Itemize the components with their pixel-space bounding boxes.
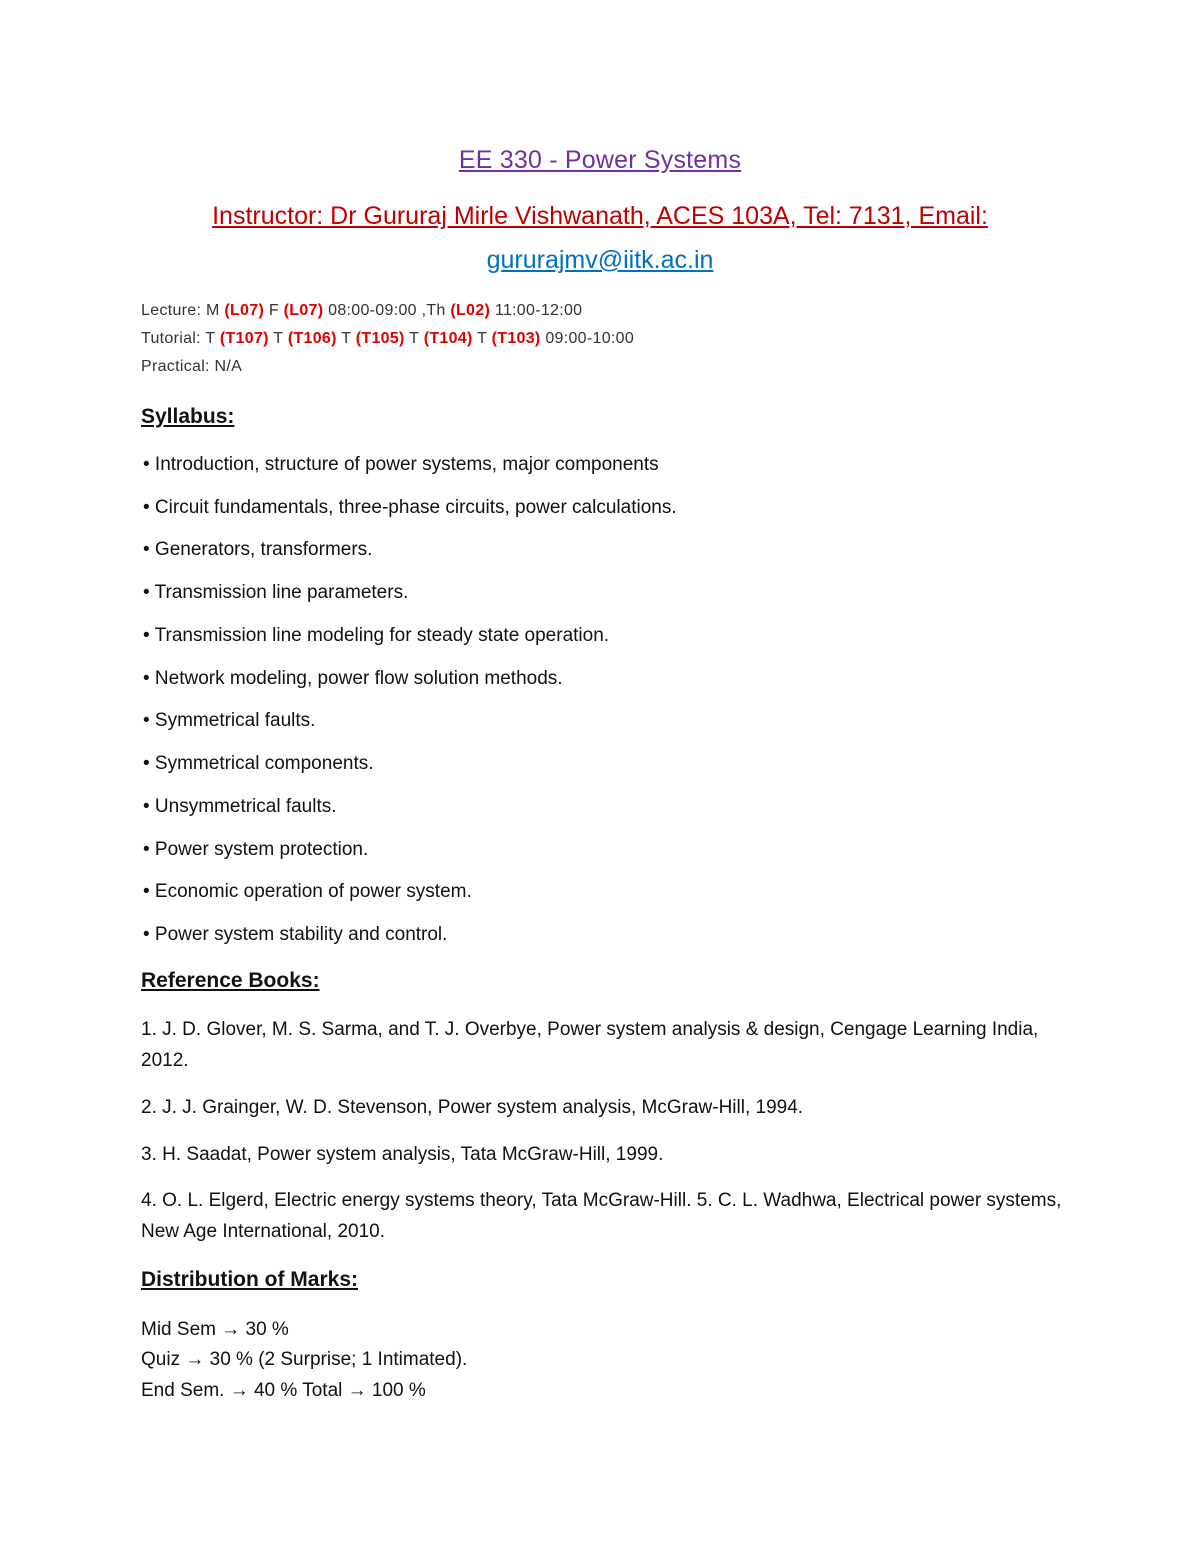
marks-line: Mid Sem → 30 % [141, 1319, 289, 1340]
lecture-schedule [141, 302, 582, 320]
tutorial-text: 09:00-10:00 [540, 330, 635, 347]
syllabus-item: • Circuit fundamentals, three-phase circuits, power calculations. [143, 497, 677, 518]
tutorial-code: (T106) [287, 330, 337, 347]
tutorial-text: T [336, 330, 356, 347]
lecture-text: F [264, 302, 284, 319]
tutorial-code: (T103) [491, 330, 541, 347]
marks-line: End Sem. → 40 % Total → 100 % [141, 1380, 426, 1401]
tutorial-code: (T104) [423, 330, 473, 347]
lecture-label: Lecture: M [141, 302, 225, 319]
lecture-text: 11:00-12:00 [490, 302, 583, 319]
reference-item: 2. J. J. Grainger, W. D. Stevenson, Power system analysis, McGraw-Hill, 1994. [141, 1097, 804, 1118]
tutorial-text: T [472, 330, 492, 347]
instructor-email-link[interactable]: gururajmv@iitk.ac.in [486, 246, 714, 274]
lecture-text: 08:00-09:00 ,Th [323, 302, 451, 319]
syllabus-item: • Network modeling, power flow solution methods. [143, 668, 563, 689]
syllabus-item: • Introduction, structure of power systems, major components [143, 454, 659, 475]
practical-schedule: Practical: N/A [141, 358, 243, 375]
course-title: EE 330 - Power Systems [458, 146, 742, 174]
syllabus-item: • Transmission line modeling for steady state operation. [143, 625, 610, 646]
marks-line: Quiz → 30 % (2 Surprise; 1 Intimated). [141, 1349, 468, 1370]
syllabus-item: • Unsymmetrical faults. [143, 796, 337, 817]
reference-books-heading: Reference Books: [141, 969, 320, 992]
lecture-code: (L07) [224, 302, 265, 319]
tutorial-text: T [268, 330, 288, 347]
tutorial-label: Tutorial: T [141, 330, 220, 347]
lecture-code: (L07) [283, 302, 324, 319]
syllabus-heading: Syllabus: [141, 405, 235, 428]
lecture-code: (L02) [450, 302, 491, 319]
tutorial-text: T [404, 330, 424, 347]
distribution-of-marks-heading: Distribution of Marks: [141, 1268, 359, 1291]
reference-item: 3. H. Saadat, Power system analysis, Tata McGraw-Hill, 1999. [141, 1144, 664, 1165]
tutorial-code: (T107) [219, 330, 269, 347]
reference-item: 1. J. D. Glover, M. S. Sarma, and T. J. Overbye, Power system analysis & design, Cengage Learning India, 2012. [141, 1019, 1039, 1071]
syllabus-item: • Power system stability and control. [143, 924, 448, 945]
syllabus-item: • Transmission line parameters. [143, 582, 409, 603]
syllabus-item: • Symmetrical faults. [143, 710, 316, 731]
instructor-line: Instructor: Dr Gururaj Mirle Vishwanath, ACES 103A, Tel: 7131, Email: [212, 202, 988, 230]
syllabus-item: • Generators, transformers. [143, 539, 373, 560]
syllabus-item: • Economic operation of power system. [143, 881, 472, 902]
tutorial-code: (T105) [355, 330, 405, 347]
syllabus-item: • Power system protection. [143, 839, 369, 860]
syllabus-item: • Symmetrical components. [143, 753, 374, 774]
reference-item: 4. O. L. Elgerd, Electric energy systems theory, Tata McGraw-Hill. 5. C. L. Wadhwa, Electrical power systems, New Age International, 2010. [141, 1190, 1062, 1242]
tutorial-schedule [141, 330, 634, 348]
